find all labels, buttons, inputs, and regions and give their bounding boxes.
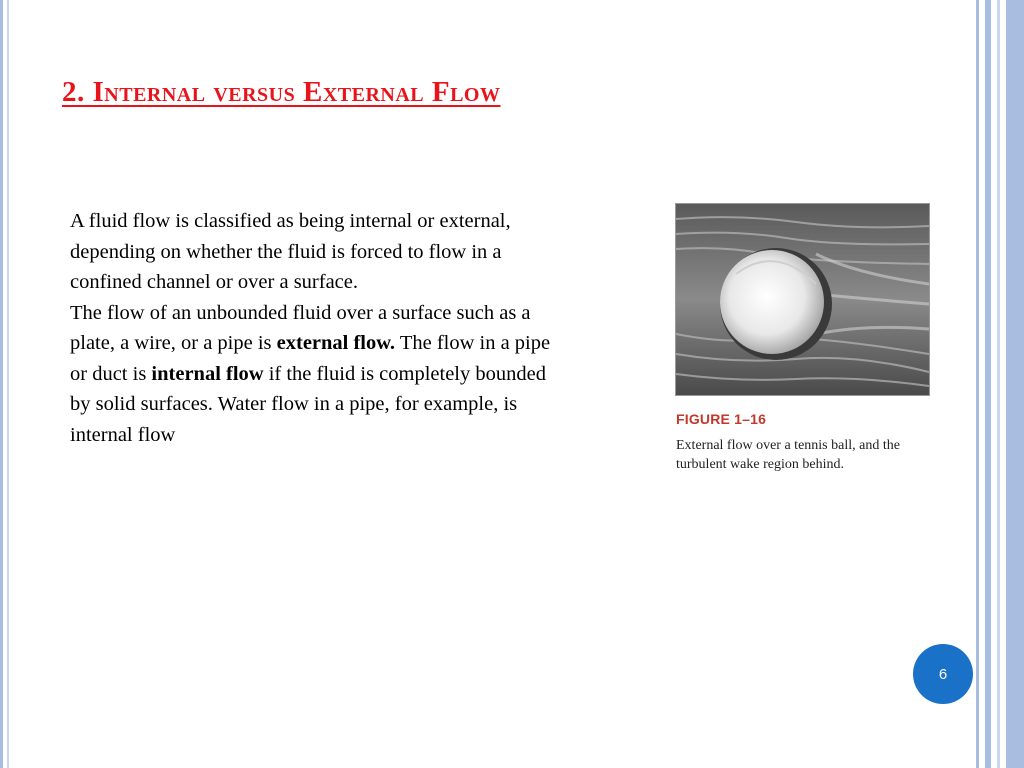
left-border-bar — [0, 0, 3, 768]
paragraph-2-text: The flow of an unbounded fluid over a surface such as a plate, a wire, or a pipe is — [70, 301, 531, 354]
paragraph-2-text: if the fluid is completely bounded by solid surfaces. Water flow in a pipe, for example, is internal flow — [70, 362, 546, 446]
right-border-bar-wide — [1006, 0, 1024, 768]
right-border-bar — [985, 0, 991, 768]
page-number-badge: 6 — [913, 644, 973, 704]
body-text — [70, 206, 570, 450]
paragraph-2-text: The flow in a pipe or duct is — [70, 332, 551, 385]
paragraph-2 — [70, 298, 570, 451]
right-border-bar-thin — [997, 0, 1000, 768]
paragraph-1: A fluid flow is classified as being internal or external, depending on whether the fluid is forced to flow in a confined channel or over a surface. — [70, 210, 511, 293]
slide-title: 2. Internal versus External Flow — [62, 76, 501, 108]
figure-label: FIGURE 1–16 — [676, 411, 767, 427]
right-border-bar — [976, 0, 979, 768]
tennis-ball-flow-photo — [675, 203, 930, 396]
external-flow-term: external flow. — [276, 332, 396, 354]
internal-flow-term: internal flow — [151, 362, 264, 385]
left-border-bar-thin — [7, 0, 9, 768]
figure-caption: External flow over a tennis ball, and the turbulent wake region behind. — [676, 438, 900, 472]
